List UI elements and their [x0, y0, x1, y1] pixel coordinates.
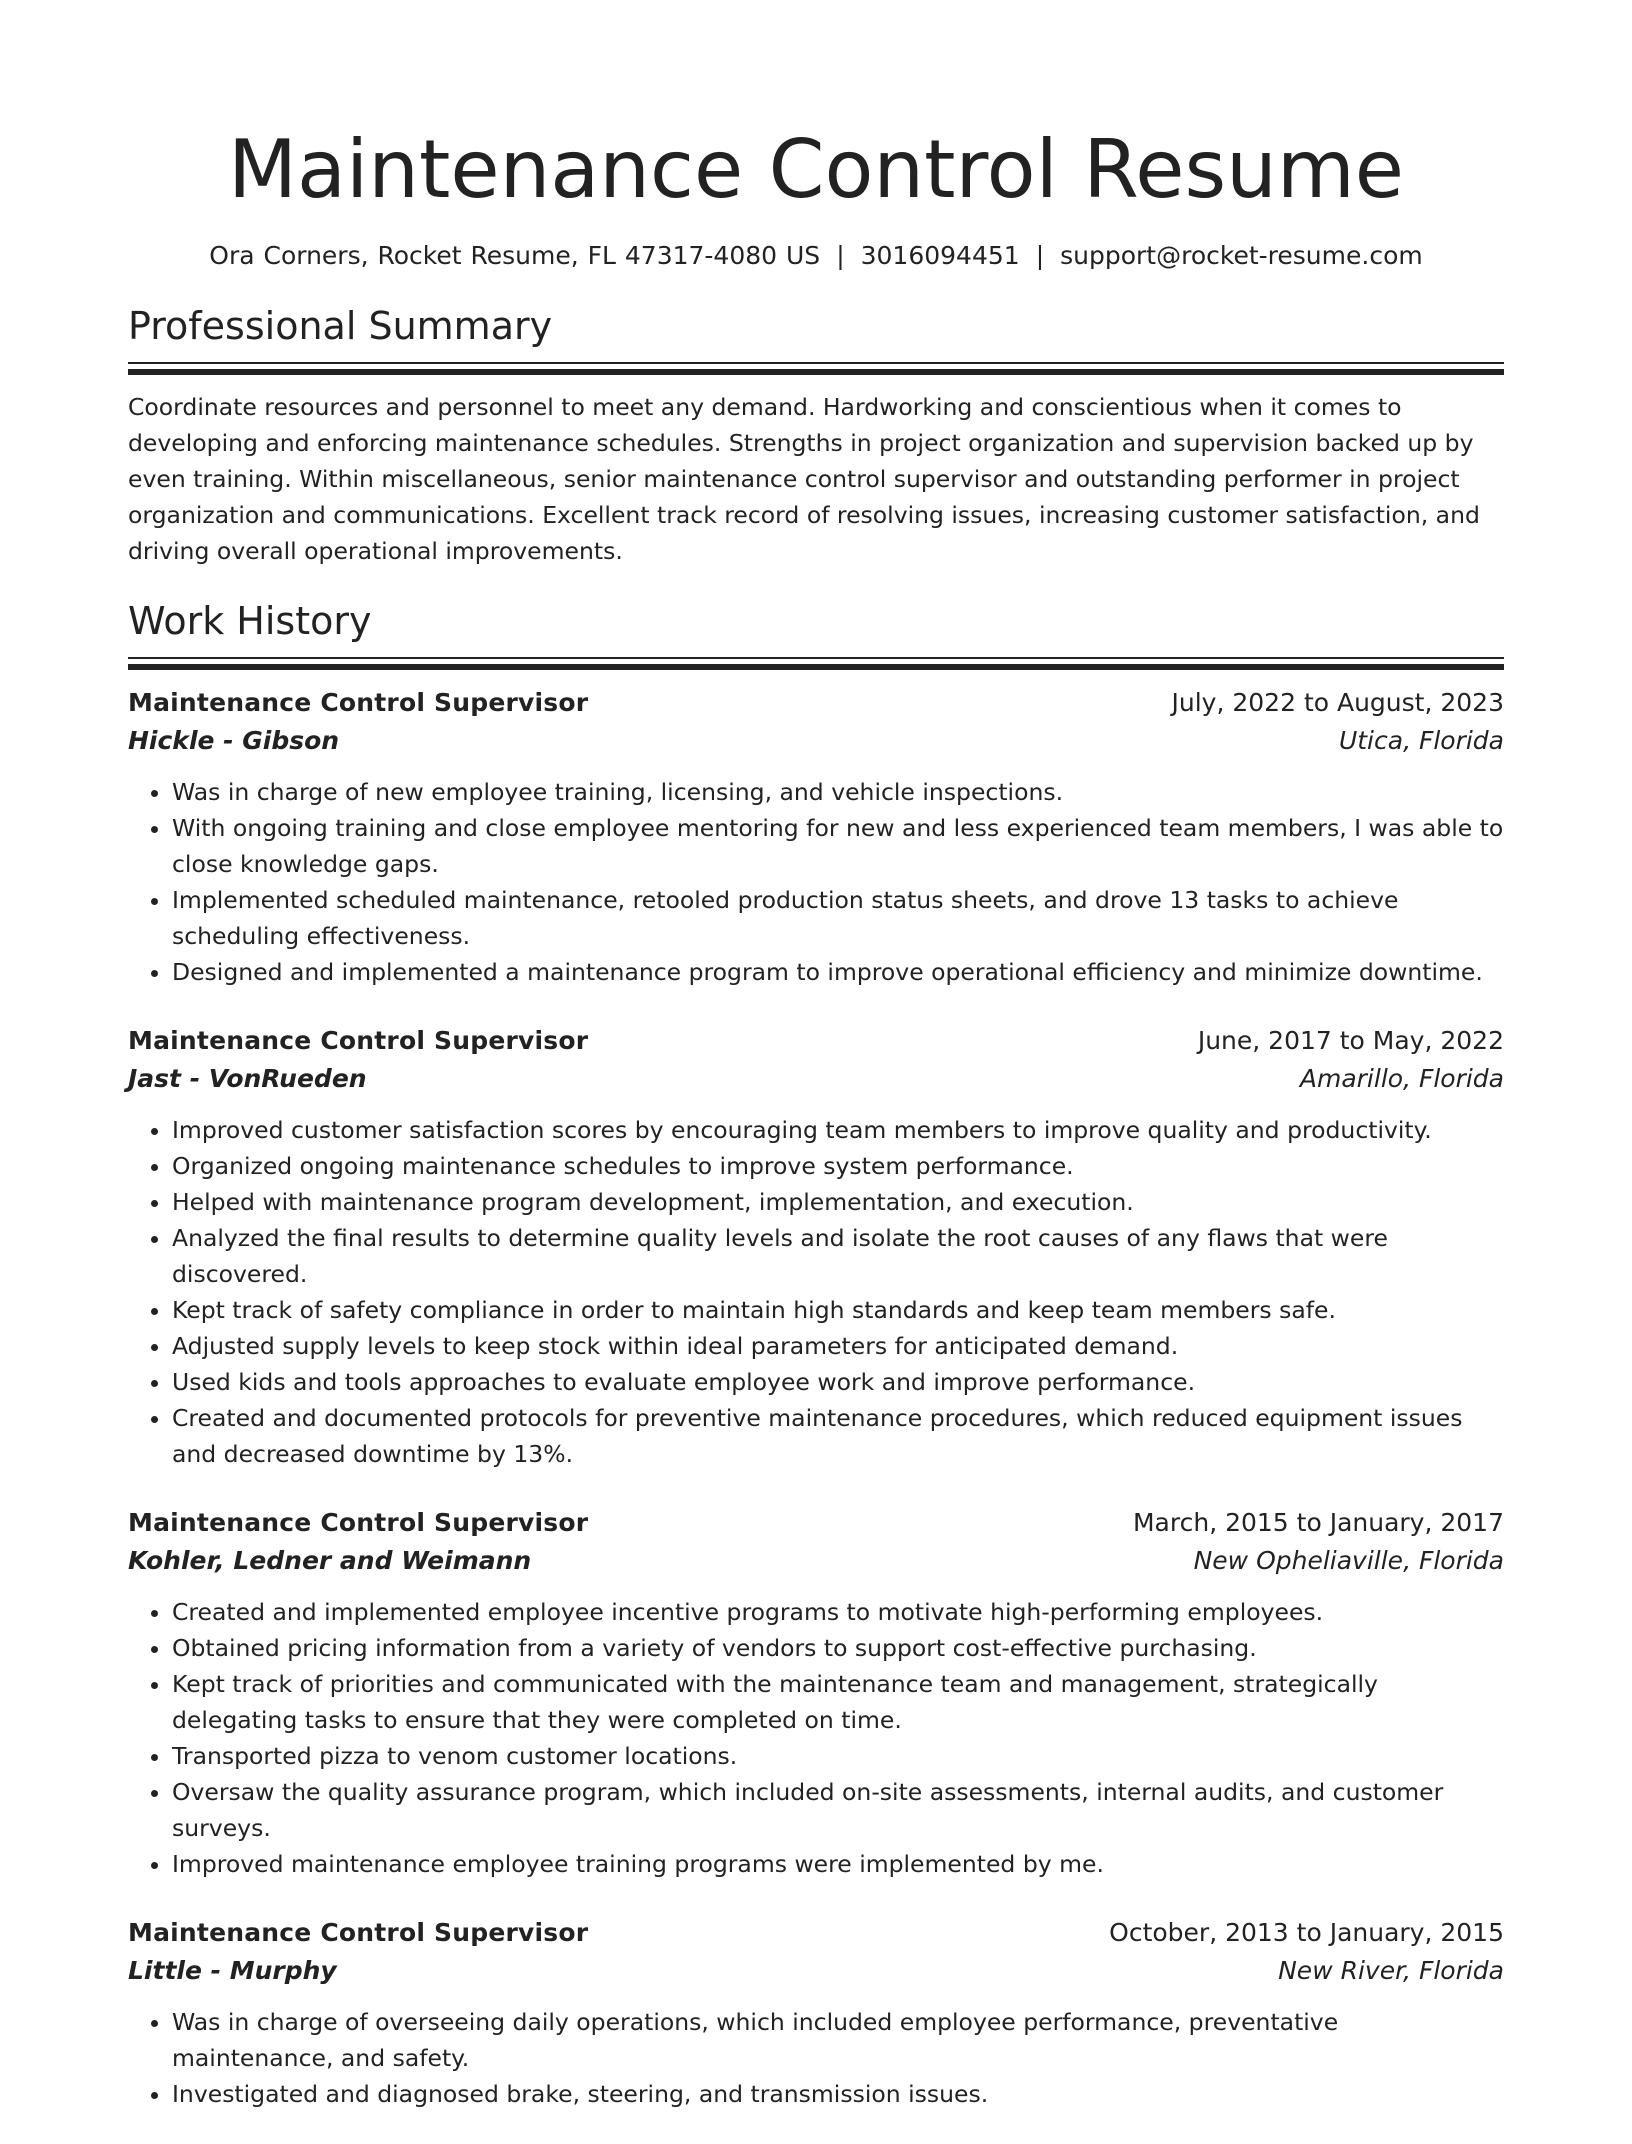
job-dates: July, 2022 to August, 2023: [1171, 688, 1504, 717]
job-company: Jast - VonRueden: [128, 1064, 367, 1093]
job-entry: [128, 1504, 1504, 1882]
contact-separator: |: [836, 241, 845, 270]
job-title: Maintenance Control Supervisor: [128, 1508, 589, 1537]
job-dates: March, 2015 to January, 2017: [1132, 1508, 1504, 1537]
job-location: Amarillo, Florida: [1299, 1064, 1504, 1093]
job-company: Little - Murphy: [128, 1956, 337, 1985]
contact-address: Ora Corners, Rocket Resume, FL 47317-4080 US: [209, 241, 821, 270]
job-title: Maintenance Control Supervisor: [128, 688, 589, 717]
job-bullet: • With ongoing training and close employee mentoring for new and less experienced team members, I was able to close knowledge gaps.: [172, 810, 1504, 882]
resume-page: [128, 0, 1504, 2144]
job-bullet: • Was in charge of overseeing daily operations, which included employee performance, preventative maintenance, and safety.: [172, 2004, 1504, 2076]
job-location: New Opheliaville, Florida: [1193, 1546, 1504, 1575]
job-bullet-list: [128, 774, 1504, 990]
job-entry: [128, 1022, 1504, 1472]
section-rule-thin: [128, 657, 1504, 659]
job-bullet: • Created and documented protocols for preventive maintenance procedures, which reduced equipment issues and decreased downtime by 13%.: [172, 1400, 1504, 1472]
job-bullet-list: [128, 1112, 1504, 1472]
job-bullet-list: [128, 1594, 1504, 1882]
job-title: Maintenance Control Supervisor: [128, 1918, 589, 1947]
job-bullet: • Transported pizza to venom customer locations.: [172, 1738, 1504, 1774]
job-location: Utica, Florida: [1338, 726, 1504, 755]
job-dates: October, 2013 to January, 2015: [1109, 1918, 1504, 1947]
job-header: [128, 1504, 1504, 1542]
job-bullet: • Created and implemented employee incentive programs to motivate high-performing employees.: [172, 1594, 1504, 1630]
contact-separator: |: [1035, 241, 1045, 270]
professional-summary-section: [128, 302, 1504, 569]
job-bullet: • Kept track of safety compliance in order to maintain high standards and keep team members safe.: [172, 1292, 1504, 1328]
job-header: [128, 684, 1504, 722]
job-bullet: • Implemented scheduled maintenance, retooled production status sheets, and drove 13 tasks to achieve scheduling effectiveness.: [172, 882, 1504, 954]
job-bullet-list: [128, 2004, 1504, 2112]
job-subheader: [128, 1060, 1504, 1098]
job-dates: June, 2017 to May, 2022: [1197, 1026, 1504, 1055]
job-bullet: • Organized ongoing maintenance schedules to improve system performance.: [172, 1148, 1504, 1184]
job-bullet: • Improved maintenance employee training programs were implemented by me.: [172, 1846, 1504, 1882]
work-history-section: [128, 597, 1504, 2112]
job-header: [128, 1022, 1504, 1060]
section-rule-thick: [128, 369, 1504, 375]
resume-title: Maintenance Control Resume: [228, 123, 1404, 216]
contact-email: support@rocket-resume.com: [1060, 241, 1423, 270]
job-company: Hickle - Gibson: [128, 726, 340, 755]
job-list: [128, 684, 1504, 2112]
job-bullet: • Kept track of priorities and communicated with the maintenance team and management, strategically delegating tasks to ensure that they were completed on time.: [172, 1666, 1504, 1738]
summary-text: Coordinate resources and personnel to meet any demand. Hardworking and conscientious when it comes to developing and enforcing maintenance schedules. Strengths in project organization and supervision backed up by even training. Within miscellaneous, senior maintenance control supervisor and outstanding performer in project organization and communications. Excellent track record of resolving issues, increasing customer satisfaction, and driving overall operational improvements.: [128, 393, 1480, 565]
section-heading-work-history: Work History: [128, 599, 372, 643]
job-bullet: • Was in charge of new employee training, licensing, and vehicle inspections.: [172, 774, 1504, 810]
job-bullet: • Oversaw the quality assurance program, which included on-site assessments, internal audits, and customer surveys.: [172, 1774, 1504, 1846]
job-bullet: • Investigated and diagnosed brake, steering, and transmission issues.: [172, 2076, 1504, 2112]
job-header: [128, 1914, 1504, 1952]
section-rule-thick: [128, 664, 1504, 670]
job-entry: [128, 1914, 1504, 2112]
job-bullet: • Helped with maintenance program development, implementation, and execution.: [172, 1184, 1504, 1220]
job-bullet: • Adjusted supply levels to keep stock within ideal parameters for anticipated demand.: [172, 1328, 1504, 1364]
job-location: New River, Florida: [1278, 1956, 1504, 1985]
job-entry: [128, 684, 1504, 990]
job-title: Maintenance Control Supervisor: [128, 1026, 589, 1055]
job-subheader: [128, 1542, 1504, 1580]
contact-phone: 3016094451: [860, 241, 1020, 270]
job-bullet: • Used kids and tools approaches to evaluate employee work and improve performance.: [172, 1364, 1504, 1400]
job-bullet: • Obtained pricing information from a variety of vendors to support cost-effective purchasing.: [172, 1630, 1504, 1666]
contact-line: [128, 238, 1504, 274]
job-bullet: • Improved customer satisfaction scores by encouraging team members to improve quality and productivity.: [172, 1112, 1504, 1148]
job-subheader: [128, 722, 1504, 760]
job-bullet: • Analyzed the final results to determine quality levels and isolate the root causes of any flaws that were discovered.: [172, 1220, 1504, 1292]
job-subheader: [128, 1952, 1504, 1990]
job-bullet: • Designed and implemented a maintenance program to improve operational efficiency and minimize downtime.: [172, 954, 1504, 990]
section-heading-summary: Professional Summary: [128, 304, 553, 348]
section-rule-thin: [128, 362, 1504, 364]
job-company: Kohler, Ledner and Weimann: [128, 1546, 532, 1575]
